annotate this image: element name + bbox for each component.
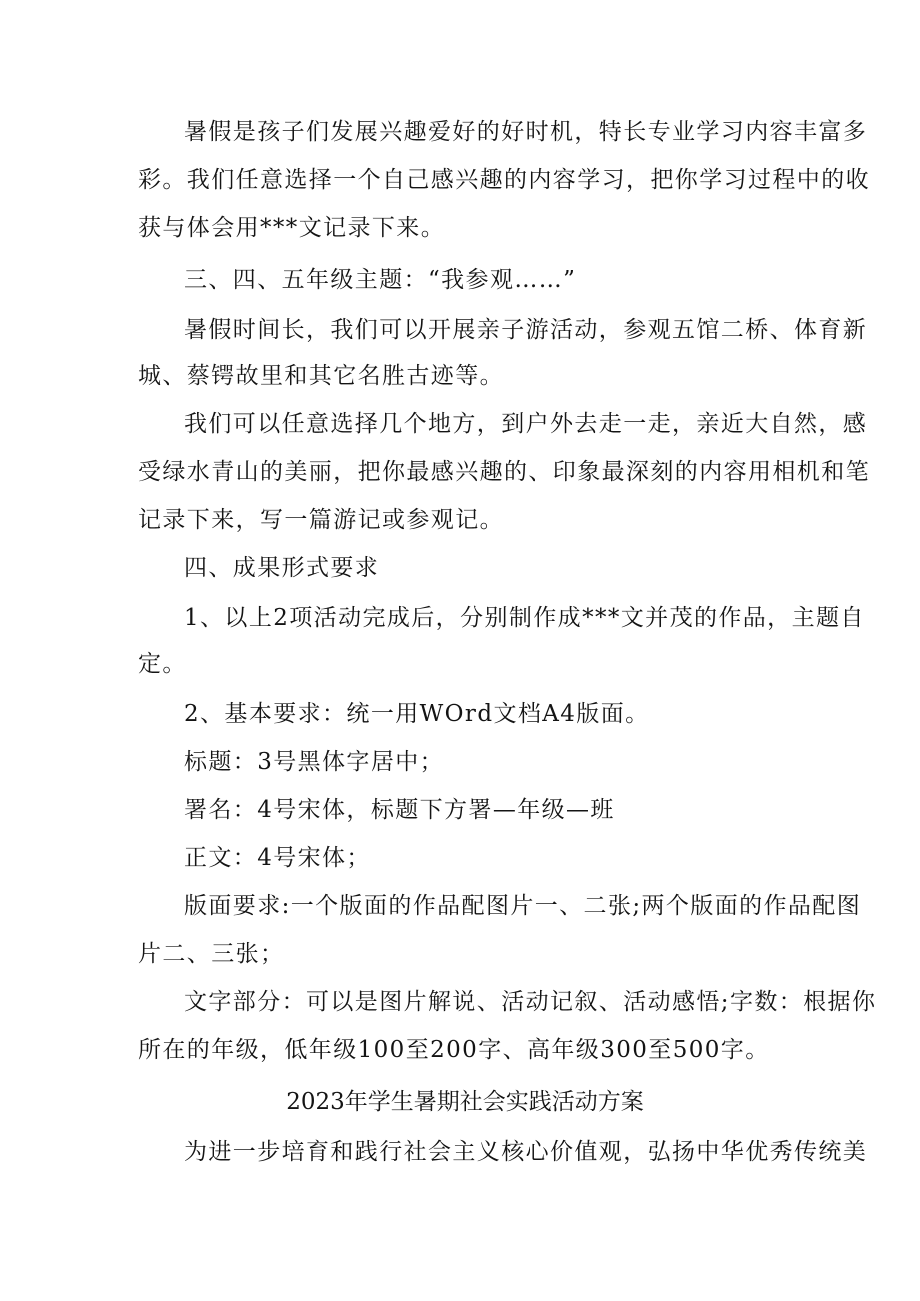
paragraph-line: 片二、三张； <box>138 941 285 967</box>
paragraph-line: 文字部分：可以是图片解说、活动记叙、活动感悟;字数：根据你 <box>184 989 877 1015</box>
paragraph-line: 暑假时间长，我们可以开展亲子游活动，参观五馆二桥、体育新 <box>184 317 868 343</box>
paragraph-line: 获与体会用***文记录下来。 <box>138 215 446 241</box>
paragraph-line: 受绿水青山的美丽，把你最感兴趣的、印象最深刻的内容用相机和笔 <box>138 459 870 485</box>
paragraph-line: 城、蔡锷故里和其它名胜古迹等。 <box>138 363 504 389</box>
paragraph-line: 1、以上2项活动完成后，分别制作成***文并茂的作品，主题自 <box>184 605 865 631</box>
section-heading: 四、成果形式要求 <box>184 555 380 581</box>
paragraph-line: 版面要求:一个版面的作品配图片一、二张;两个版面的作品配图 <box>184 893 862 919</box>
paragraph-line: 定。 <box>138 651 187 677</box>
paragraph-line: 所在的年级，低年级100至200字、高年级300至500字。 <box>138 1037 770 1063</box>
paragraph-line: 正文：4号宋体； <box>184 845 371 871</box>
paragraph-line: 我们可以任意选择几个地方，到户外去走一走，亲近大自然，感 <box>184 411 868 437</box>
paragraph-line: 暑假是孩子们发展兴趣爱好的好时机，特长专业学习内容丰富多 <box>184 119 868 145</box>
paragraph-line: 署名：4号宋体，标题下方署—年级—班 <box>184 797 615 823</box>
paragraph-line: 标题：3号黑体字居中； <box>184 749 445 775</box>
paragraph-line: 彩。我们任意选择一个自己感兴趣的内容学习，把你学习过程中的收 <box>138 167 870 193</box>
paragraph-line: 2、基本要求：统一用WOrd文档A4版面。 <box>184 701 650 727</box>
section-heading: 三、四、五年级主题：“我参观……” <box>184 267 577 293</box>
document-title: 2023年学生暑期社会实践活动方案 <box>286 1089 644 1115</box>
paragraph-line: 记录下来，写一篇游记或参观记。 <box>138 507 504 533</box>
paragraph-line: 为进一步培育和践行社会主义核心价值观，弘扬中华优秀传统美 <box>184 1139 868 1165</box>
